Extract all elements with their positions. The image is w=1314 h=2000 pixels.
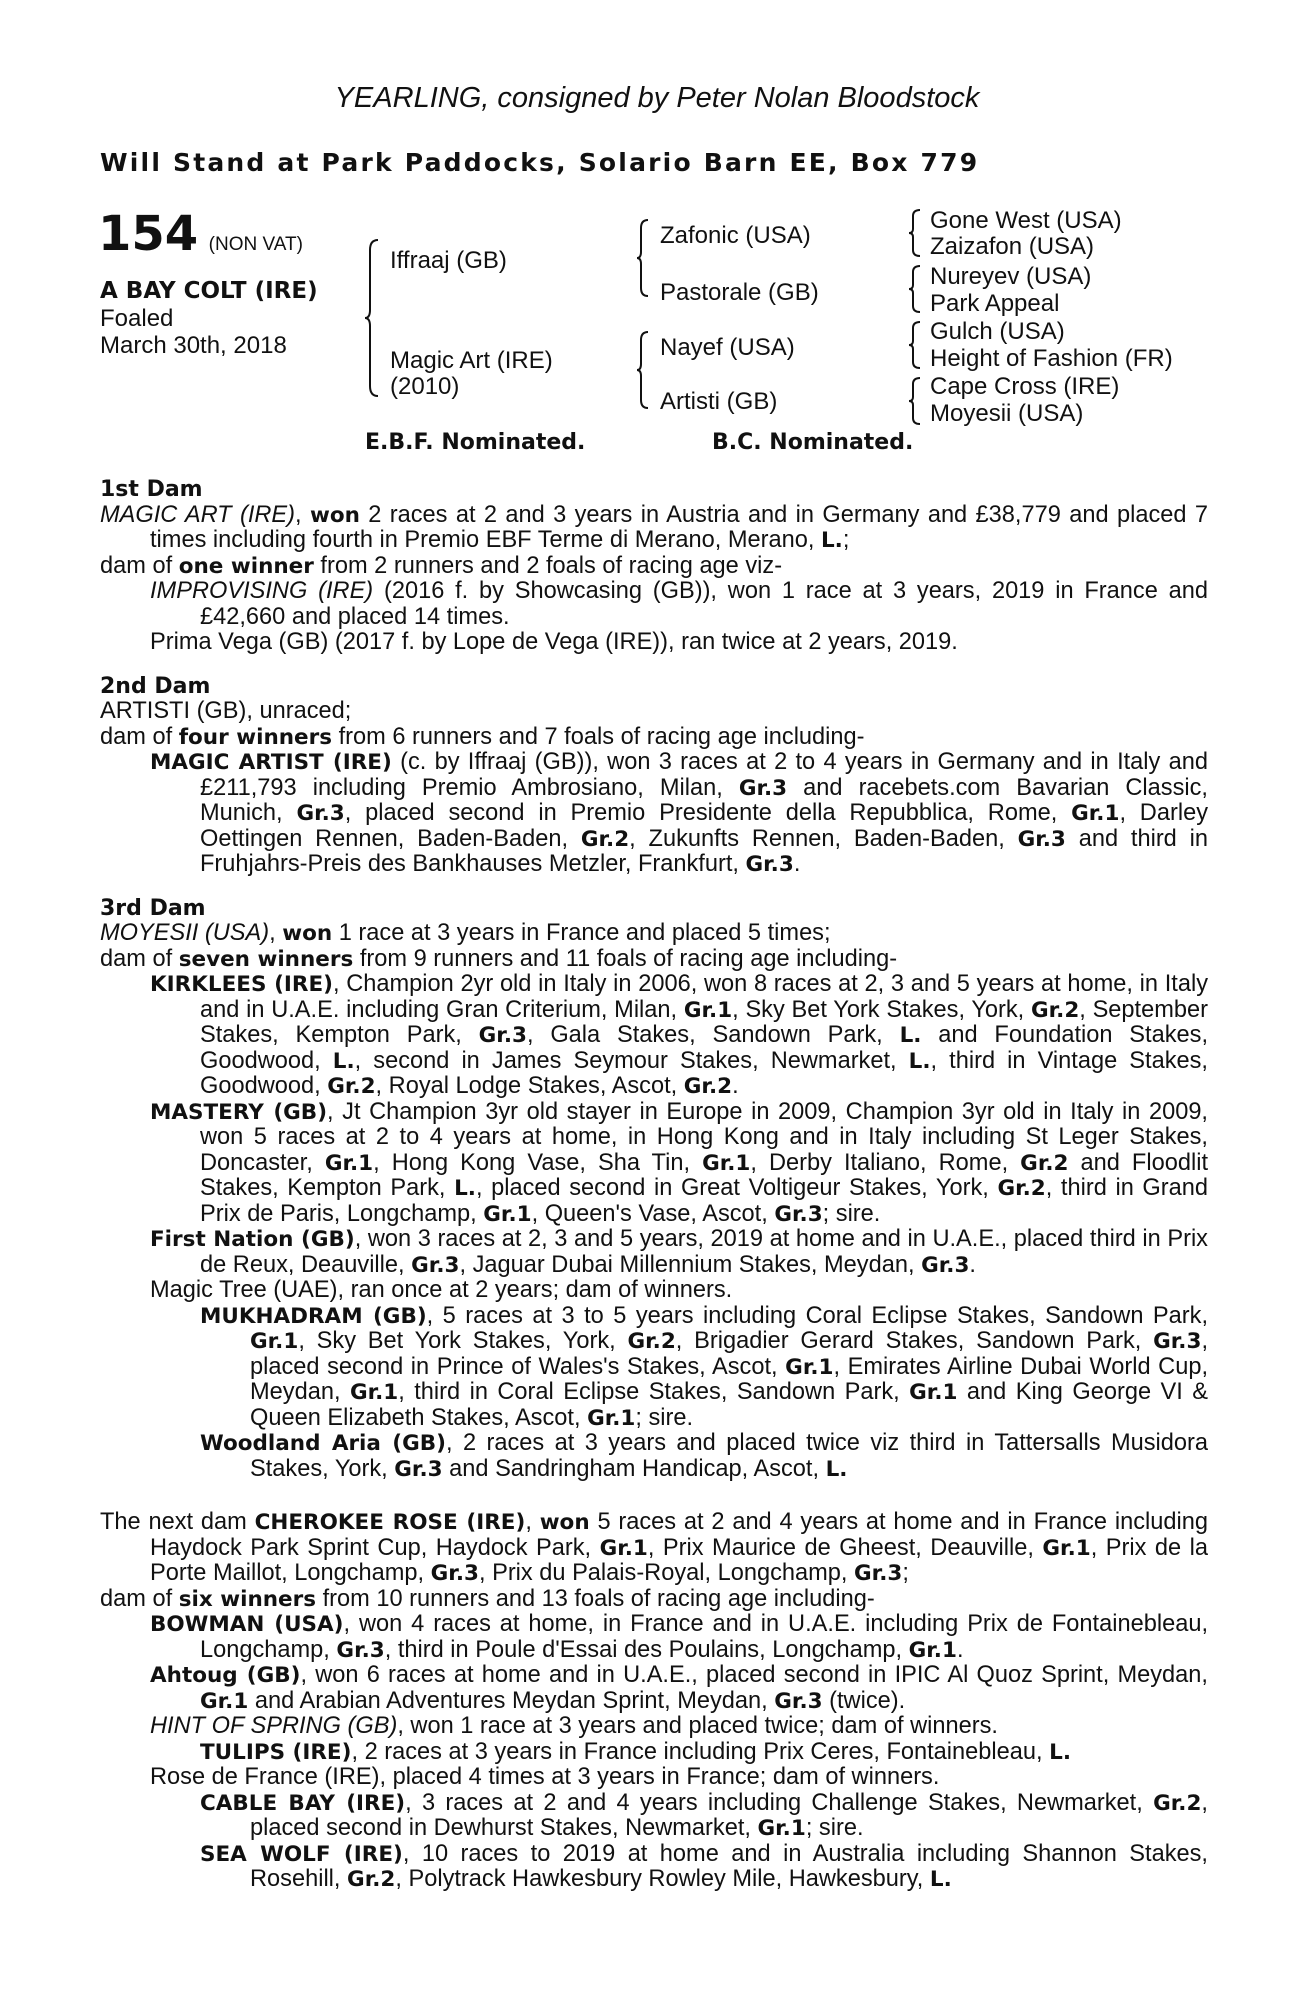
dam-year: (2010)	[390, 373, 460, 400]
bc-nominated: B.C. Nominated.	[712, 430, 914, 455]
progeny-ahtoug: Ahtoug (GB), won 6 races at home and in U.A.E., placed second in IPIC Al Quoz Sprint, Meydan, Gr.1 and Arabian Adventures Meydan Sprint, Meydan, Gr.3 (twice).	[150, 1662, 1208, 1714]
pedigree-brace-2b	[636, 330, 650, 410]
third-dam-record: MOYESII (USA), won 1 race at 3 years in France and placed 5 times;	[100, 920, 831, 946]
progeny-kirklees: KIRKLEES (IRE), Champion 2yr old in Italy in 2006, won 8 races at 2, 3 and 5 years at home, in Italy and in U.A.E. including Gran Criterium, Milan, Gr.1, Sky Bet York Stakes, York, Gr.2, September Stakes, Kempton Park, Gr.3, Gala Stakes, Sandown Park, L. and Foundation Stakes, Goodwood, L., second in James Seymour Stakes, Newmarket, L., third in Vintage Stakes, Goodwood, Gr.2, Royal Lodge Stakes, Ascot, Gr.2.	[150, 971, 1208, 1099]
sire-sire: Zafonic (USA)	[660, 222, 811, 249]
second-dam-heading: 2nd Dam	[100, 673, 211, 699]
progeny-sea-wolf: SEA WOLF (IRE), 10 races to 2019 at home and in Australia including Shannon Stakes, Rosehill, Gr.2, Polytrack Hawkesbury Rowley Mile, Hawkesbury, L.	[200, 1840, 1208, 1892]
first-dam-heading: 1st Dam	[100, 477, 203, 502]
consignor-header: YEARLING, consigned by Peter Nolan Bloodstock	[334, 82, 980, 114]
pedigree-brace-3c	[908, 320, 922, 370]
third-dam-heading: 3rd Dam	[100, 895, 206, 921]
sire: Iffraaj (GB)	[390, 247, 507, 274]
progeny-bowman: BOWMAN (USA), won 4 races at home, in France and in U.A.E. including Prix de Fontainebleau, Longchamp, Gr.3, third in Poule d'Essai des Poulains, Longchamp, Gr.1.	[150, 1611, 1209, 1663]
second-dam-line: ARTISTI (GB), unraced;	[100, 698, 352, 724]
lot-number-block	[98, 206, 303, 262]
progeny-rose-de-france: Rose de France (IRE), placed 4 times at 3 years in France; dam of winners.	[150, 1764, 940, 1790]
pedigree-brace-3d	[908, 376, 922, 426]
sd-sire: Nureyev (USA)	[930, 263, 1092, 290]
progeny-mastery: MASTERY (GB), Jt Champion 3yr old stayer in Europe in 2009, Champion 3yr old in Italy in 2009, won 5 races at 2 to 4 years at home, in Hong Kong and in Italy including St Leger Stakes, Doncaster, Gr.1, Hong Kong Vase, Sha Tin, Gr.1, Derby Italiano, Rome, Gr.2 and Floodlit Stakes, Kempton Park, L., placed second in Great Voltigeur Stakes, York, Gr.2, third in Grand Prix de Paris, Longchamp, Gr.1, Queen's Vase, Ascot, Gr.3; sire.	[150, 1098, 1209, 1227]
ds-dam: Height of Fashion (FR)	[930, 345, 1173, 372]
dam-sire: Nayef (USA)	[660, 334, 795, 361]
pedigree-brace-3b	[908, 264, 922, 314]
progeny-mukhadram: MUKHADRAM (GB), 5 races at 3 to 5 years including Coral Eclipse Stakes, Sandown Park, Gr.1, Sky Bet York Stakes, York, Gr.2, Brigadier Gerard Stakes, Sandown Park, Gr.3, placed second in Prince of Wales's Stakes, Ascot, Gr.1, Emirates Airline Dubai World Cup, Meydan, Gr.1, third in Coral Eclipse Stakes, Sandown Park, Gr.1 and King George VI & Queen Elizabeth Stakes, Ascot, Gr.1; sire.	[200, 1302, 1209, 1431]
vat-status: (NON VAT)	[208, 234, 303, 255]
lot-name: A BAY COLT (IRE)	[100, 278, 318, 304]
first-dam-name: MAGIC ART (IRE)	[100, 501, 296, 528]
pedigree-brace-2a	[636, 218, 650, 298]
foaled-date: March 30th, 2018	[100, 332, 287, 359]
sire-dam: Pastorale (GB)	[660, 279, 819, 306]
pedigree-brace-3a	[908, 208, 922, 258]
sd-dam: Park Appeal	[930, 290, 1060, 317]
second-dam-produce: dam of four winners from 6 runners and 7 foals of racing age including-	[100, 723, 865, 750]
ss-sire: Gone West (USA)	[930, 207, 1122, 234]
catalogue-body	[100, 477, 1208, 1893]
progeny-magic-artist: MAGIC ARTIST (IRE) (c. by Iffraaj (GB)), won 3 races at 2 to 4 years in Germany and in Italy and £211,793 including Premio Ambrosiano, Milan, Gr.3 and racebets.com Bavarian Classic, Munich, Gr.3, placed second in Premio Presidente della Repubblica, Rome, Gr.1, Darley Oettingen Rennen, Baden-Baden, Gr.2, Zukunfts Rennen, Baden-Baden, Gr.3 and third in Fruhjahrs-Preis des Bankhauses Metzler, Frankfurt, Gr.3.	[150, 749, 1208, 877]
dam: Magic Art (IRE)	[390, 347, 553, 374]
lot-number: 154	[98, 206, 199, 262]
first-dam-record: MAGIC ART (IRE), won 2 races at 2 and 3 years in Austria and in Germany and £38,779 and placed 7 times including fourth in Premio EBF Terme di Merano, Merano, L.;	[100, 501, 1208, 553]
progeny-improvising: IMPROVISING (IRE) (2016 f. by Showcasing (GB)), won 1 race at 3 years, 2019 in France and £42,660 and placed 14 times.	[150, 578, 1208, 630]
progeny-first-nation: First Nation (GB), won 3 races at 2, 3 and 5 years, 2019 at home and in U.A.E., placed third in Prix de Reux, Deauville, Gr.3, Jaguar Dubai Millennium Stakes, Meydan, Gr.3.	[150, 1226, 1208, 1278]
stand-location: Will Stand at Park Paddocks, Solario Barn EE, Box 779	[100, 148, 980, 177]
ss-dam: Zaizafon (USA)	[930, 233, 1095, 260]
progeny-woodland-aria: Woodland Aria (GB), 2 races at 3 years and placed twice viz third in Tattersalls Musidora Stakes, York, Gr.3 and Sandringham Handicap, Ascot, L.	[200, 1430, 1208, 1482]
third-dam-produce: dam of seven winners from 9 runners and 11 foals of racing age including-	[100, 945, 898, 972]
dam-dam: Artisti (GB)	[660, 388, 778, 415]
dd-sire: Cape Cross (IRE)	[930, 373, 1120, 400]
first-dam-produce: dam of one winner from 2 runners and 2 foals of racing age viz-	[100, 552, 783, 579]
ds-sire: Gulch (USA)	[930, 318, 1065, 345]
dd-dam: Moyesii (USA)	[930, 400, 1084, 427]
progeny-magic-tree: Magic Tree (UAE), ran once at 2 years; dam of winners.	[150, 1277, 733, 1303]
ebf-nominated: E.B.F. Nominated.	[365, 430, 586, 455]
progeny-cable-bay: CABLE BAY (IRE), 3 races at 2 and 4 years including Challenge Stakes, Newmarket, Gr.2, placed second in Dewhurst Stakes, Newmarket, Gr.1; sire.	[200, 1789, 1208, 1841]
progeny-prima-vega: Prima Vega (GB) (2017 f. by Lope de Vega (IRE)), ran twice at 2 years, 2019.	[150, 629, 958, 655]
next-dam-record: The next dam CHEROKEE ROSE (IRE), won 5 races at 2 and 4 years at home and in France including Haydock Park Sprint Cup, Haydock Park, Gr.1, Prix Maurice de Gheest, Deauville, Gr.1, Prix de la Porte Maillot, Longchamp, Gr.3, Prix du Palais-Royal, Longchamp, Gr.3;	[100, 1509, 1208, 1586]
progeny-tulips: TULIPS (IRE), 2 races at 3 years in France including Prix Ceres, Fontainebleau, L.	[200, 1738, 1072, 1765]
next-dam-produce: dam of six winners from 10 runners and 13 foals of racing age including-	[100, 1585, 875, 1612]
progeny-hint-of-spring: HINT OF SPRING (GB), won 1 race at 3 years and placed twice; dam of winners.	[150, 1713, 998, 1739]
foaled-label: Foaled	[100, 305, 174, 332]
pedigree-brace-1	[364, 238, 380, 398]
